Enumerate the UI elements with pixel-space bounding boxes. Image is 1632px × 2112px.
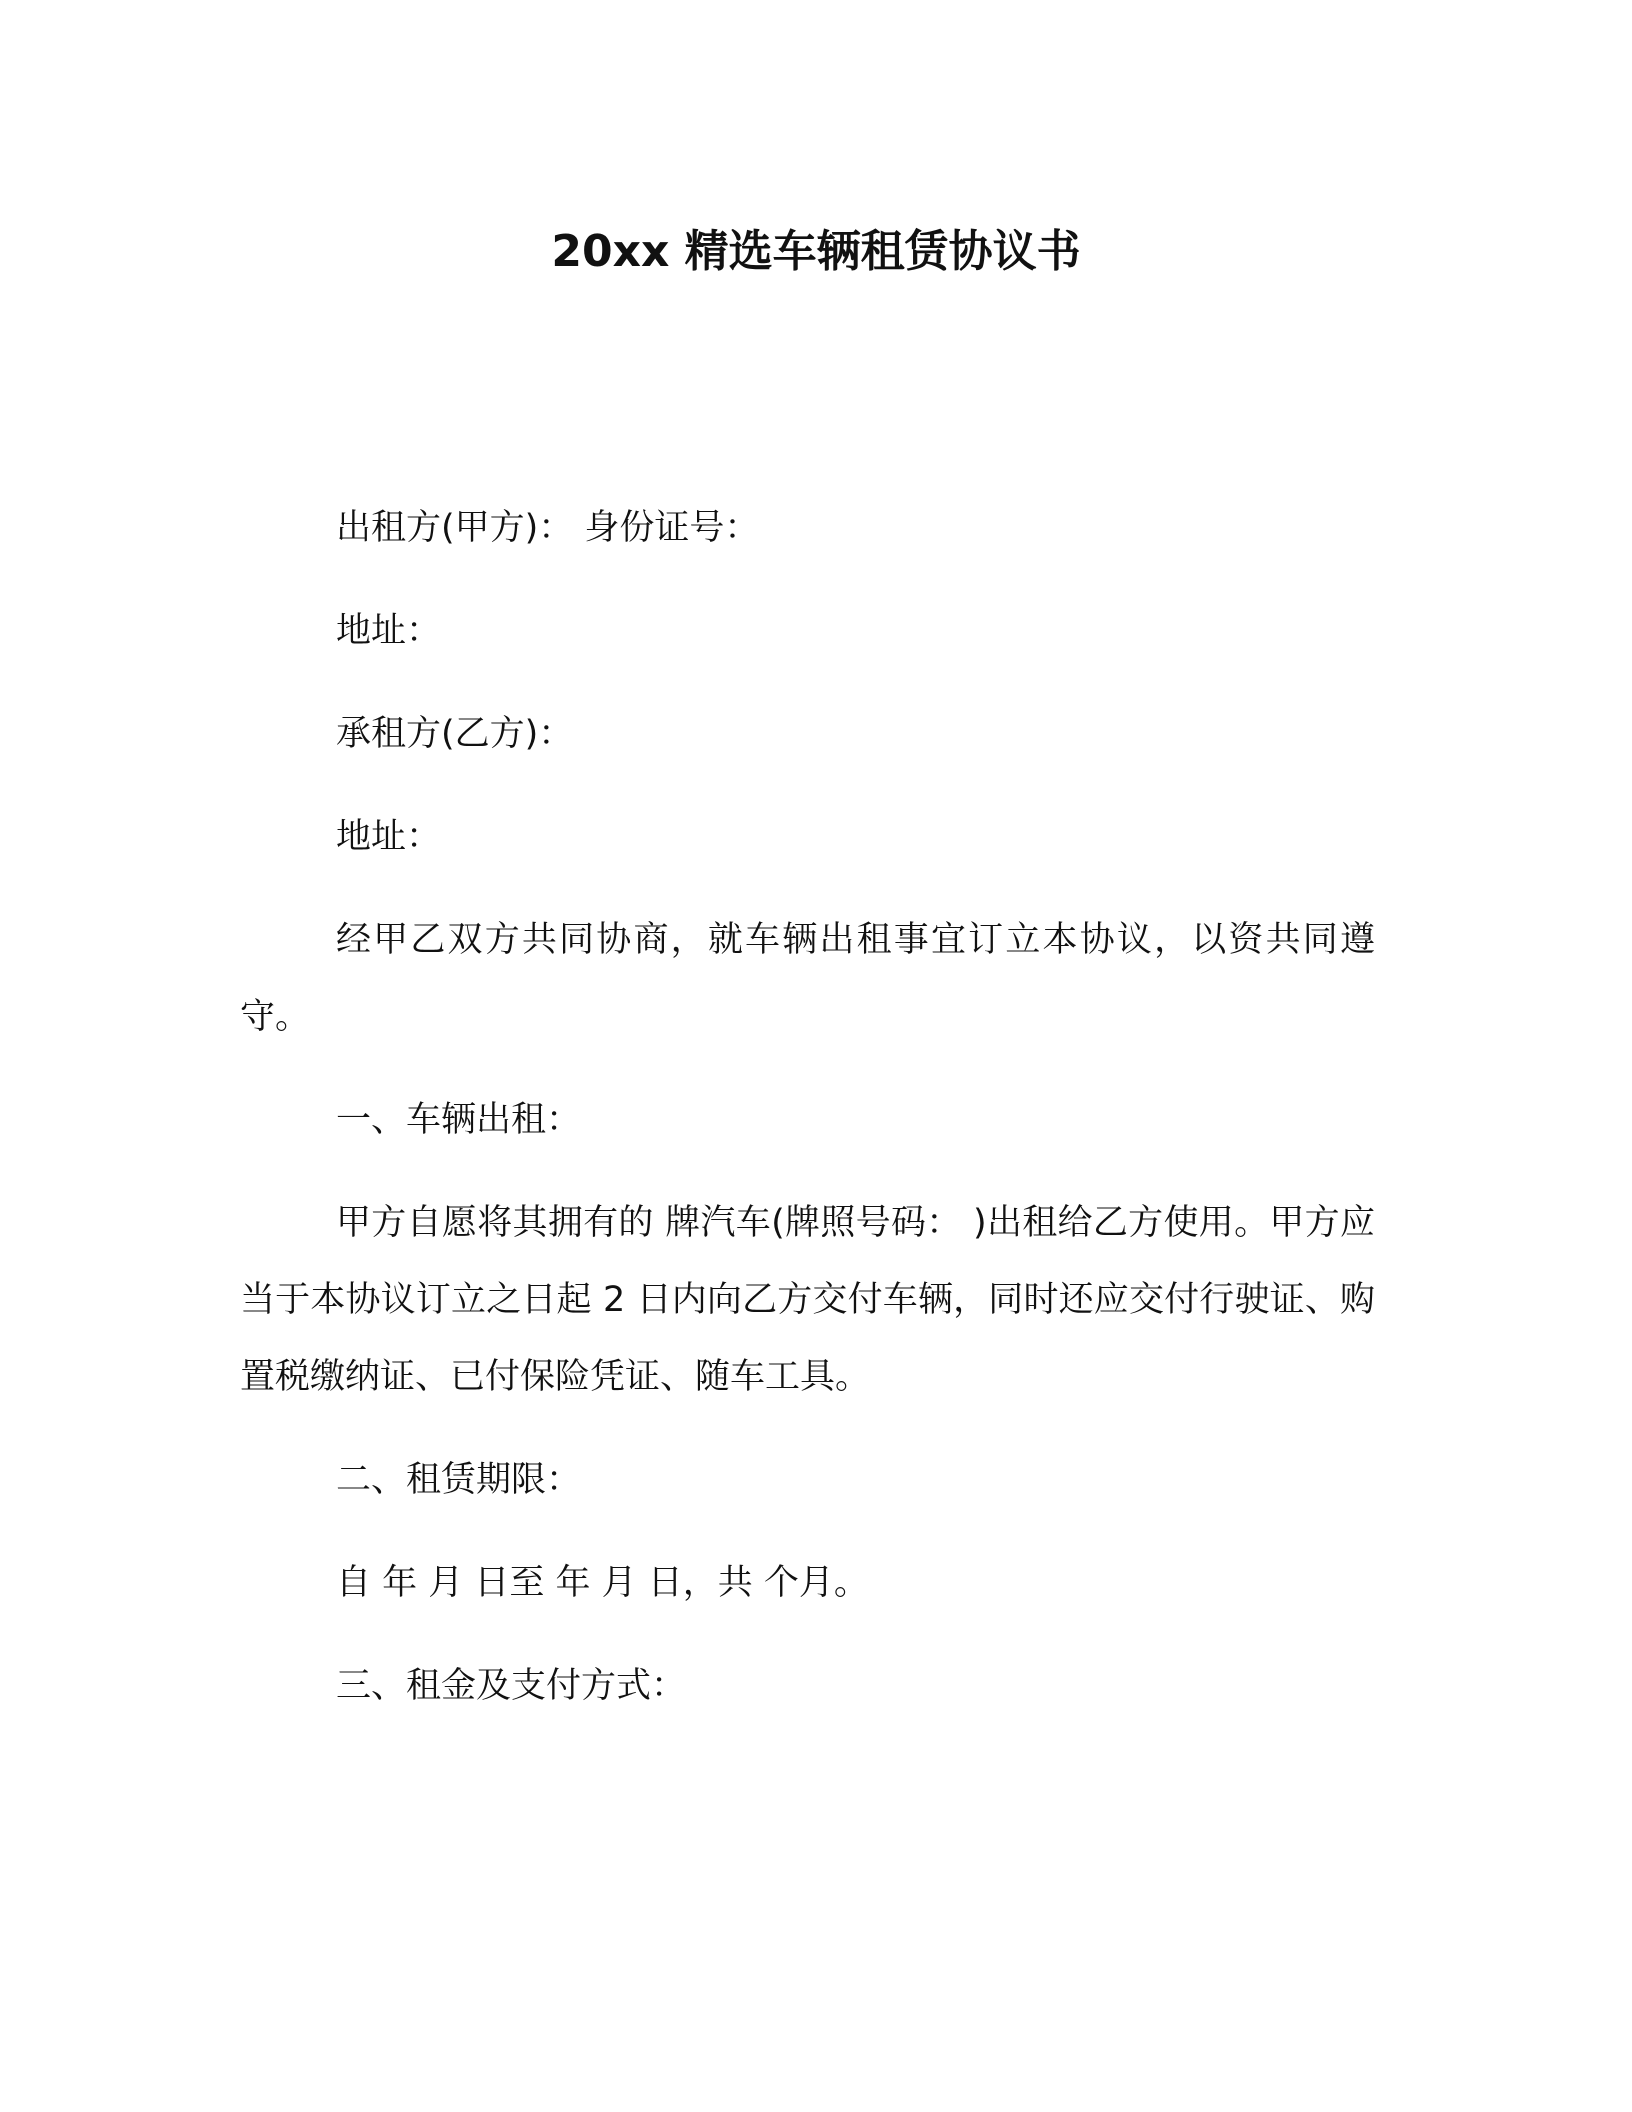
document-body [240,490,1375,1751]
document-title: 20xx 精选车辆租赁协议书 [551,226,1081,277]
lessee-address-line: 地址： [336,817,442,857]
lessor-line: 出租方(甲方)： 身份证号： [336,508,760,548]
section-heading-vehicle-rental: 一、车辆出租： [336,1100,582,1140]
lessee-line: 承租方(乙方)： [336,714,574,754]
preamble-paragraph: 经甲乙双方共同协商，就车辆出租事宜订立本协议，以资共同遵守。 [240,920,1375,1037]
lessor-address-line: 地址： [336,611,442,651]
section-heading-lease-term: 二、租赁期限： [336,1460,582,1500]
section-heading-rent-payment: 三、租金及支付方式： [336,1666,687,1706]
vehicle-rental-paragraph: 甲方自愿将其拥有的 牌汽车(牌照号码： )出租给乙方使用。甲方应当于本协议订立之日起 2 日内向乙方交付车辆，同时还应交付行驶证、购置税缴纳证、已付保险凭证、随车工具。 [240,1203,1375,1397]
lease-term-paragraph: 自 年 月 日至 年 月 日，共 个月。 [336,1563,869,1603]
